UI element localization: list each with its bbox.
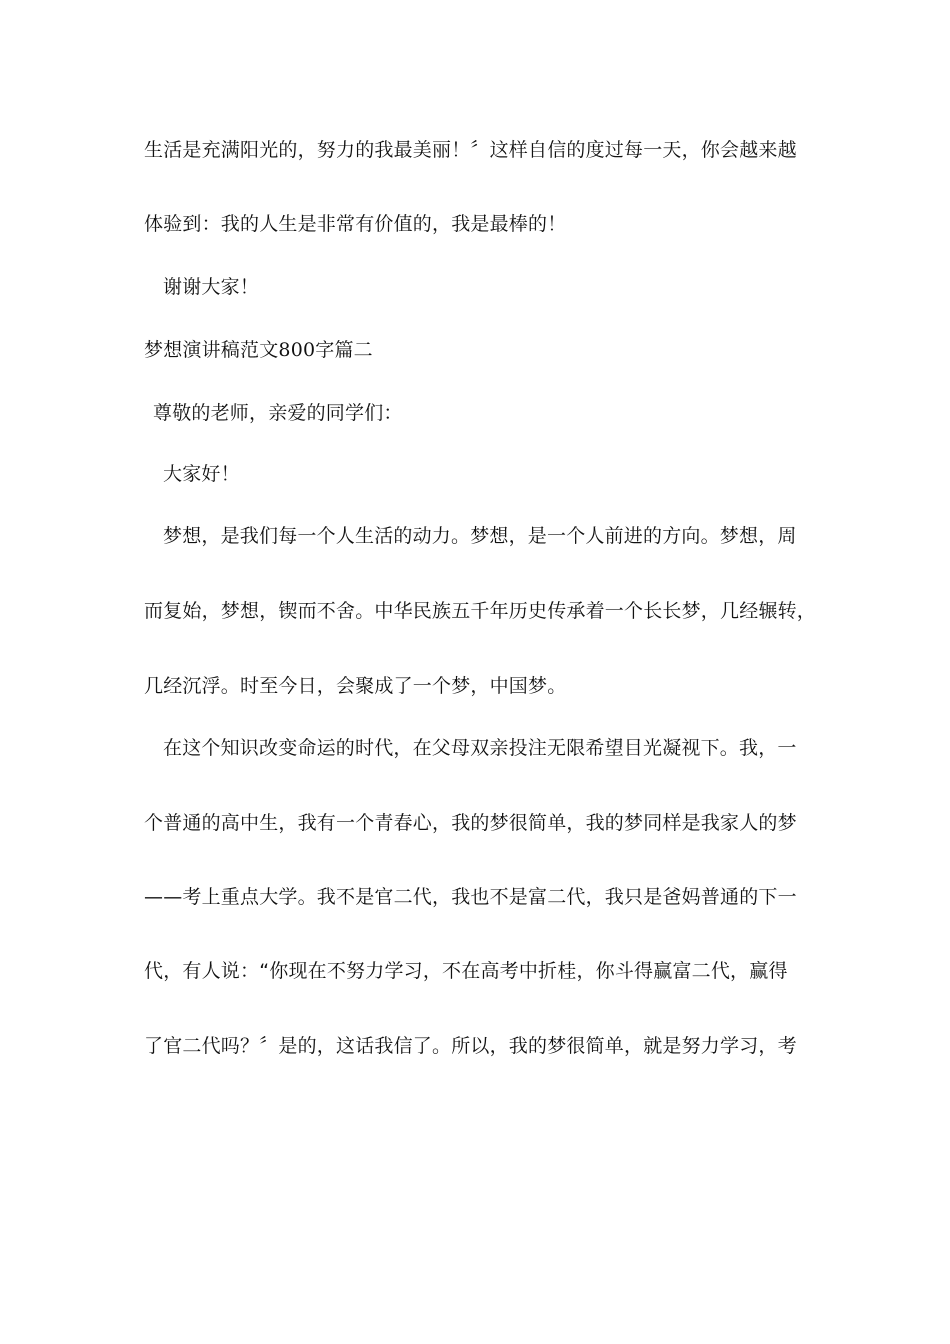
- paragraph-line: 梦想，是我们每一个人生活的动力。梦想，是一个人前进的方向。梦想，周: [163, 525, 797, 547]
- paragraph-line: ——考上重点大学。我不是官二代，我也不是富二代，我只是爸妈普通的下一: [144, 886, 797, 908]
- greeting: 大家好！: [163, 463, 240, 485]
- closing-thanks: 谢谢大家！: [163, 276, 260, 298]
- paragraph-line: 体验到：我的人生是非常有价值的，我是最棒的！: [144, 213, 567, 235]
- paragraph-line: 生活是充满阳光的，努力的我最美丽！〞这样自信的度过每一天，你会越来越: [144, 139, 797, 161]
- section-heading: 梦想演讲稿范文800字篇二: [144, 339, 373, 361]
- paragraph-line: 在这个知识改变命运的时代，在父母双亲投注无限希望目光凝视下。我，一: [163, 737, 797, 759]
- paragraph-line: 代，有人说：“你现在不努力学习，不在高考中折桂，你斗得赢富二代，赢得: [144, 960, 788, 982]
- paragraph-line: 几经沉浮。时至今日，会聚成了一个梦，中国梦。: [144, 675, 567, 697]
- paragraph-line: 了官二代吗？〞是的，这话我信了。所以，我的梦很简单，就是努力学习，考: [144, 1035, 797, 1057]
- paragraph-line: 个普通的高中生，我有一个青春心，我的梦很简单，我的梦同样是我家人的梦: [144, 812, 797, 834]
- salutation: 尊敬的老师，亲爱的同学们：: [153, 402, 403, 424]
- paragraph-line: 而复始，梦想，锲而不舍。中华民族五千年历史传承着一个长长梦，几经辗转，: [144, 600, 817, 622]
